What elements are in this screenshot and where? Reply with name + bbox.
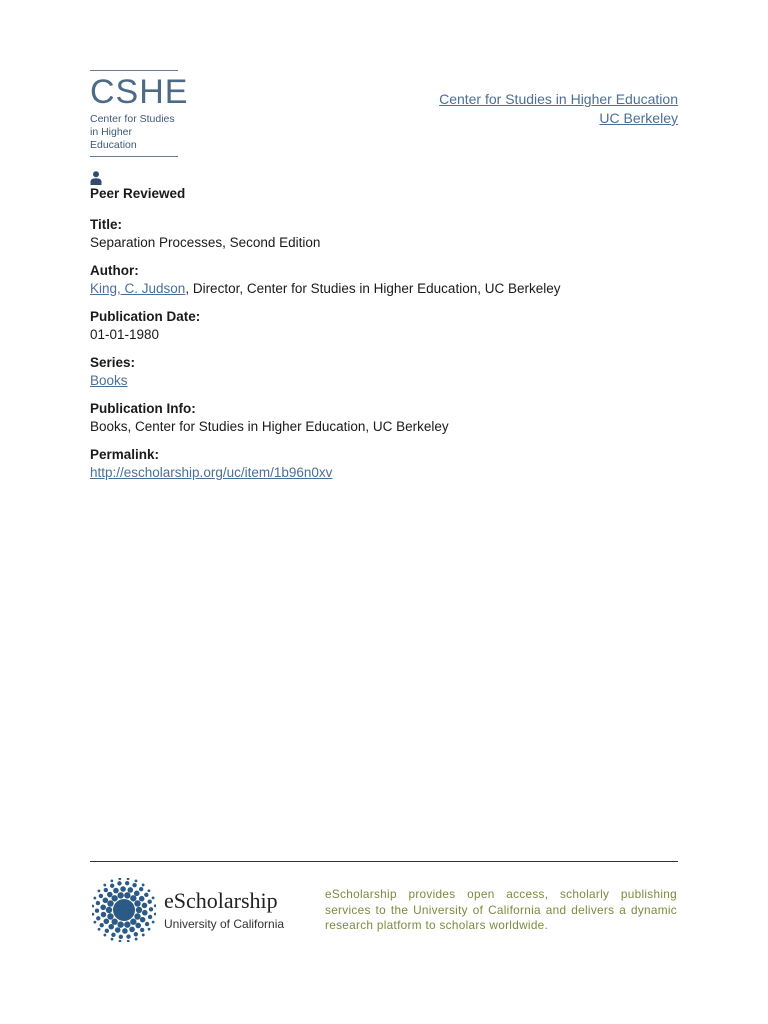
title-field (90, 216, 690, 252)
logo-dot (115, 927, 121, 933)
logo-dot (110, 880, 113, 883)
logo-dot (118, 878, 121, 880)
logo-dot (127, 878, 130, 880)
logo-dot (148, 900, 152, 904)
logo-dot (135, 879, 138, 882)
logo-dot (154, 913, 156, 916)
logo-dot (140, 917, 146, 923)
logo-dot (111, 919, 117, 925)
logo-dot (117, 881, 121, 885)
logo-dot (94, 921, 97, 924)
logo-dot (106, 907, 112, 913)
publication-date-value: 01-01-1980 (90, 327, 160, 342)
author-affiliation: , Director, Center for Studies in Higher Education, UC Berkeley (185, 281, 561, 296)
logo-dot (107, 900, 113, 906)
logo-dot (111, 933, 115, 937)
logo-dot (108, 924, 114, 930)
logo-dot (154, 904, 156, 907)
logo-dot (103, 898, 109, 904)
logo-dot (99, 923, 103, 927)
logo-dot (142, 884, 145, 887)
institution-name: University of California (164, 917, 285, 931)
logo-dot (149, 907, 153, 911)
logo-dot (120, 886, 126, 892)
logo-dot (142, 903, 148, 909)
publication-date-label: Publication Date: (90, 309, 201, 324)
logo-dot (132, 883, 136, 887)
center-link[interactable]: Center for Studies in Higher Education (439, 91, 678, 107)
logo-bottom-rule (90, 156, 178, 157)
logo-dot (107, 913, 113, 919)
logo-dot (100, 904, 106, 910)
logo-dot (134, 913, 140, 919)
publication-info-value: Books, Center for Studies in Higher Education, UC Berkeley (90, 419, 449, 434)
logo-dot (122, 928, 128, 934)
logo-subtitle (90, 113, 178, 152)
logo-dot (111, 895, 117, 901)
logo-dot (95, 908, 99, 912)
logo-dot (152, 896, 155, 899)
logo-dot (105, 929, 109, 933)
publication-date-field (90, 308, 690, 344)
logo-subtitle-line-1: Center for Studies (90, 113, 175, 125)
person-icon (90, 171, 102, 185)
logo-dot (145, 922, 149, 926)
permalink-value (90, 464, 690, 482)
escholarship-brand: eScholarship (164, 888, 278, 913)
logo-dot (142, 910, 148, 916)
logo-dot (127, 940, 130, 942)
logo-dot (96, 901, 100, 905)
logo-dot (130, 919, 136, 925)
peer-reviewed-label: Peer Reviewed (90, 186, 186, 201)
logo-core (113, 899, 135, 921)
logo-dot (103, 884, 106, 887)
permalink-field (90, 446, 690, 482)
logo-dot (93, 897, 96, 900)
author-field (90, 262, 690, 298)
author-label: Author: (90, 263, 139, 278)
publication-info-label: Publication Info: (90, 401, 196, 416)
record-metadata (90, 185, 690, 492)
logo-dot (107, 892, 113, 898)
logo-dot (144, 893, 148, 897)
series-value (90, 372, 690, 390)
logo-dot (104, 919, 110, 925)
publication-info-field (90, 400, 690, 436)
logo-dot (148, 915, 152, 919)
logo-dot (92, 905, 94, 908)
logo-dot (139, 887, 143, 891)
logo-dot (135, 923, 141, 929)
logo-dot (103, 934, 106, 937)
logo-dot (117, 892, 123, 898)
logo-dot (134, 900, 140, 906)
series-link[interactable]: Books (90, 373, 128, 388)
university-link[interactable]: UC Berkeley (599, 110, 678, 126)
logo-dot (128, 887, 134, 893)
permalink-link[interactable]: http://escholarship.org/uc/item/1b96n0xv (90, 465, 333, 480)
permalink-label: Permalink: (90, 447, 160, 462)
logo-dot (117, 921, 123, 927)
logo-dot (98, 928, 101, 931)
logo-dot (110, 884, 114, 888)
author-link[interactable]: King, C. Judson (90, 281, 186, 296)
title-label: Title: (90, 217, 123, 232)
logo-dot (111, 938, 114, 941)
logo-top-rule (90, 70, 178, 71)
logo-dot (98, 889, 101, 892)
logo-dot (134, 932, 138, 936)
logo-dot (148, 889, 151, 892)
logo-dot (136, 907, 142, 913)
logo-dot (152, 921, 155, 924)
logo-dot (125, 881, 129, 885)
logo-dot (101, 912, 107, 918)
logo-dot (126, 934, 130, 938)
logo-dot (130, 895, 136, 901)
logo-dot (124, 921, 130, 927)
series-label: Series: (90, 355, 136, 370)
logo-dot (134, 891, 140, 897)
logo-dot (113, 888, 119, 894)
logo-dot (119, 935, 123, 939)
logo-dot (104, 888, 108, 892)
logo-dot (92, 913, 94, 916)
footer-rule (90, 861, 678, 862)
title-value: Separation Processes, Second Edition (90, 235, 321, 250)
author-value (90, 280, 690, 298)
logo-acronym: CSHE (90, 73, 189, 111)
cshe-logo (90, 70, 189, 157)
logo-dot (124, 892, 130, 898)
logo-dot (142, 934, 145, 937)
logo-dot (99, 894, 103, 898)
logo-dot (96, 916, 100, 920)
footer-blurb: eScholarship provides open access, scholarly publishing services to the University of California and delivers a dynamic research platform to scholars worldwide. (325, 887, 677, 932)
series-field (90, 354, 690, 390)
logo-dot (139, 896, 145, 902)
logo-subtitle-line-2: in Higher Education (90, 126, 137, 151)
affiliation-block (439, 90, 678, 128)
logo-dot (148, 928, 151, 931)
logo-dot (129, 927, 135, 933)
escholarship-sunburst-icon (92, 878, 156, 942)
logo-dot (140, 928, 144, 932)
logo-dot (135, 938, 138, 941)
logo-dot (119, 940, 122, 942)
